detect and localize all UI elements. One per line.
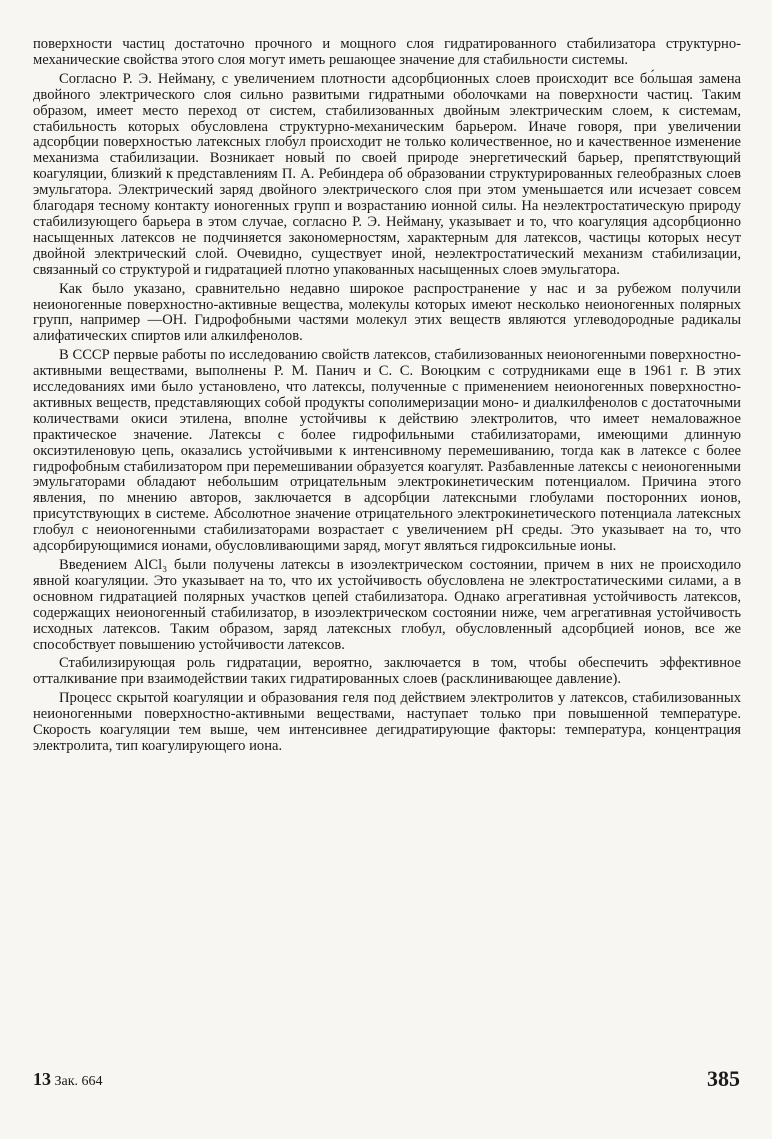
paragraph-1: поверхности частиц достаточно прочного и мощного слоя гидратированного стабилизатора структурно-механические свойства этого слоя могут иметь решающее значение для стабильности системы.	[33, 36, 741, 68]
paragraph-5: Введением AlCl₃ были получены латексы в изоэлектрическом состоянии, причем в них не происходило явной коагуляции. Это указывает на то, что их устойчивость обусловлена не электростатическими силами, а в основном гидратацией полярных участков цепей стабилизатора. Однако агрегативная устойчивость латексов, содержащих неионогенный стабилизатор, в изоэлектрическом состоянии ниже, чем агрегативная устойчивость исходных латексов. Таким образом, заряд латексных глобул, обусловленный адсорбцией ионов, все же способствует повышению устойчивости латексов.	[33, 557, 741, 653]
paragraph-3: Как было указано, сравнительно недавно широкое распространение у нас и за рубежом получили неионогенные поверхностно-активные вещества, молекулы которых имеют несколько неионогенных полярных групп, например —OH. Гидрофобными частями молекул этих веществ являются углеводородные радикалы алифатических спиртов или алкилфенолов.	[33, 280, 741, 345]
paragraph-4: В СССР первые работы по исследованию свойств латексов, стабилизованных неионогенными поверхностно-активными веществами, выполнены Р. М. Панич и С. С. Воюцким с сотрудниками еще в 1961 г. В этих исследованиях ими было установлено, что латексы, полученные с применением неионогенных поверхностно-активных веществ, представляющих собой продукты сополимеризации моно- и диалкилфенолов с достаточными количествами окиси этилена, вполне устойчивы к действию электролитов, что имеет немаловажное практическое значение. Латексы с более гидрофильными стабилизаторами, имеющими длинную оксиэтиленовую цепь, оказались устойчивыми к интенсивному перемешиванию, тогда как в латексе с более гидрофобным стабилизатором при перемешивании образуется коагулят. Разбавленные латексы с неионогенными эмульгаторами обладают небольшим отрицательным электрокинетическим потенциалом. Причина этого явления, по мнению авторов, заключается в адсорбции латексными глобулами посторонних ионов, присутствующих в системе. Абсолютное значение отрицательного электрокинетического потенциала латексных глобул с неионогенными стабилизаторами возрастает с увеличением pH среды. Это указывает на то, что адсорбирующимися ионами, обусловливающими заряд, могут являться гидроксильные ионы.	[33, 347, 741, 555]
paragraph-7: Процесс скрытой коагуляции и образования геля под действием электролитов у латексов, стабилизованных неионогенными поверхностно-активными веществами, наступает только при повышенной температуре. Скорость коагуляции тем выше, чем интенсивнее дегидратирующие факторы: температура, концентрация электролита, тип коагулирующего иона.	[33, 690, 741, 754]
signature-text: Зак. 664	[54, 1074, 103, 1089]
signature-number: 13	[33, 1069, 51, 1089]
page-footer	[33, 1064, 740, 1094]
paragraph-6: Стабилизирующая роль гидратации, вероятно, заключается в том, чтобы обеспечить эффективное отталкивание при взаимодействии таких гидратированных слоев (расклинивающее давление).	[33, 655, 741, 688]
paragraph-2: Согласно Р. Э. Нейману, с увеличением плотности адсорбционных слоев происходит все бо́льшая замена двойного электрического слоя сильно развитыми гидратными оболочками на поверхности частиц. Таким образом, имеет место переход от систем, стабилизованных двойным электрическим слоем, к системам, стабильность которых обусловлена структурно-механическим барьером. Иначе говоря, при увеличении адсорбции поверхностью латексных глобул происходит не только количественное, но и качественное изменение механизма стабилизации. Возникает новый по своей природе энергетический барьер, препятствующий коагуляции, близкий к представлениям П. А. Ребиндера об образовании структурированных гелеобразных слоев эмульгатора. Электрический заряд двойного электрического слоя при этом уменьшается или исчезает совсем благодаря тесному контакту ионогенных групп и возрастанию ионной силы. На неэлектростатическую природу стабилизующего барьера в этом случае, согласно Р. Э. Нейману, указывает и то, что коагуляция адсорбционно насыщенных латексов не подчиняется закономерностям, характерным для латексов, частицы которых несут двойной электрический слой. Очевидно, существует иной, неэлектростатический механизм стабилизации, связанный со структурой и гидратацией плотно упакованных насыщенных слоев эмульгатора.	[33, 70, 741, 278]
page-number: 385	[707, 1066, 740, 1091]
body-text	[33, 37, 741, 758]
printer-signature	[33, 1069, 103, 1090]
